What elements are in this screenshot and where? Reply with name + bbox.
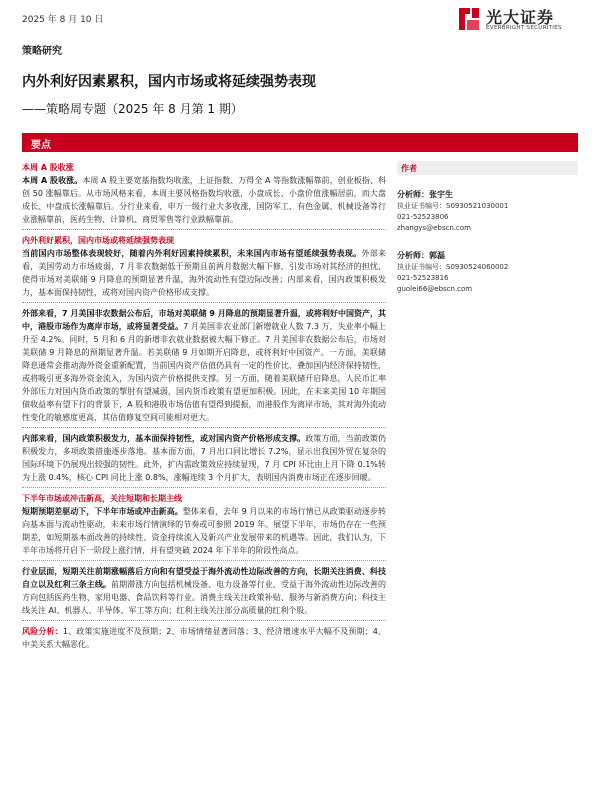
analyst-cert: 执业证书编号：S0930521030001 bbox=[397, 202, 509, 210]
analyst-phone: 021-52523816 bbox=[397, 274, 449, 282]
brand-logo bbox=[456, 4, 586, 38]
macro-text-2: 7 月美国非农业部门新增就业人数 7.3 万，失业率小幅上升至 4.2%。同时，5 月和 6 月的新增非农就业数据被大幅下修正。7 月美国非农数据公布后，市场对美联储 9 月降息的预期显著升温。若美联储 9 月如期开启降息，或将利好中国资产。一方面，美联储降息通常会推动海外资金重新配置，当前国内资产估值仍具有一定的性价比，叠加国内经济保持韧性，或将吸引更多海外资金流入，为国内资产价格提供支撑。另一方面，随着美联储开启降息，人民币汇率外部压力对国内货币政策的掣肘有望减弱，国内货币政策有望更加积极。因此，在未来美国 10 年期国债收益率有望下行的背景下，A 股和港股市场估值有望得到提振，而港股作为离岸市场，其对海外流动性变化的敏感度更高，其估值修复空间可能相对更大。 bbox=[22, 322, 386, 422]
outlook-lead-2: 行业层面，短期关注前期涨幅落后方向和有望受益于海外流动性边际改善的方向，长期关注消费、科技自立以及红利三条主线。 bbox=[22, 567, 386, 589]
logo-name: 光大证券 bbox=[486, 8, 555, 27]
divider bbox=[22, 487, 386, 488]
risk-paragraph bbox=[22, 625, 386, 651]
macro-lead-3: 内部来看，国内政策积极发力，基本面保持韧性，或对国内资产价格形成支撑。 bbox=[22, 434, 306, 443]
author-sidebar bbox=[397, 161, 578, 295]
outlook-text-2: 前期滞涨方向包括机械设备、电力设备等行业，受益于海外流动性边际改善的方向包括医药生物、家用电器、食品饮料等行业。消费主线关注政策补贴、服务与新消费方向；科技主线关注 AI、机器人、半导体、军工等方向；红利主线关注部分高质量的红利个股。 bbox=[22, 580, 386, 615]
author-header-label: 作者 bbox=[401, 164, 417, 173]
divider bbox=[22, 229, 386, 230]
analyst-card bbox=[397, 250, 578, 295]
divider bbox=[22, 302, 386, 303]
outlook-text-1: 整体来看，去年 9 月以来的市场行情已从政策驱动逐步转向基本面与流动性驱动，未来市场行情演绎的节奏或可参照 2019 年。展望下半年，市场仍存在一些预期差，如短期基本面改善的持续性、资金持续流入及新兴产业发展带来的机遇等。因此，我们认为，下半年市场将开启下一阶段上涨行情，并有望突破 2024 年下半年的阶段性高点。 bbox=[22, 507, 386, 555]
macro-text-1: 外部来看，美国劳动力市场疲弱，7 月非农数据低于预期且前两月数据大幅下修，引发市场对其经济的担忧，使得市场对美联储 9 月降息的预期显著升温，海外流动性有望边际改善；内部来看，国内政策积极发力，基本面保持韧性，或将对国内资产价格形成支撑。 bbox=[22, 249, 386, 297]
weekly-section-heading: 本周 A 股收涨 bbox=[22, 163, 74, 172]
macro-lead-1: 当前国内市场整体表现较好，随着内外利好因素持续累积，未来国内市场有望延续强势表现。 bbox=[22, 249, 362, 258]
outlook-section-heading: 下半年市场或冲击新高，关注短期和长期主线 bbox=[22, 494, 182, 503]
weekly-paragraph bbox=[22, 174, 386, 226]
divider bbox=[22, 620, 386, 621]
risk-heading: 风险分析： bbox=[22, 627, 63, 636]
analyst-phone: 021-52523806 bbox=[397, 213, 449, 221]
macro-paragraph-2 bbox=[22, 307, 386, 424]
everbright-logo-icon bbox=[456, 4, 482, 34]
analyst-name: 分析师：张宇生 bbox=[397, 190, 453, 199]
outlook-paragraph-1 bbox=[22, 505, 386, 557]
key-points-label: 要点 bbox=[31, 140, 51, 151]
analyst-name: 分析师：郭磊 bbox=[397, 251, 445, 260]
macro-paragraph-3 bbox=[22, 432, 386, 484]
analyst-email[interactable]: zhangys@ebscn.com bbox=[397, 224, 471, 232]
analyst-card bbox=[397, 189, 578, 234]
main-content bbox=[22, 161, 386, 651]
outlook-lead-1: 短期预期差驱动下，下半年市场或冲击新高。 bbox=[22, 507, 183, 516]
outlook-paragraph-2 bbox=[22, 565, 386, 617]
macro-text-3: 政策方面，当前政策仍积极发力，多项政策措施逐步落地。基本面方面，7 月出口同比增长 7.2%，显示出我国外贸在复杂的国际环境下仍展现出较强的韧性。此外，扩内需政策效应持续显现，7 月 CPI 环比由上月下降 0.1%转为上涨 0.4%，核心 CPI 同比上涨 0.8%，涨幅连续 3 个月扩大，表明国内消费市场正在逐步回暖。 bbox=[22, 434, 387, 482]
report-category: 策略研究 bbox=[22, 46, 62, 57]
analyst-email[interactable]: guolei66@ebscn.com bbox=[397, 285, 473, 293]
logo-english-name: EVERBRIGHT SECURITIES bbox=[486, 25, 562, 31]
weekly-lead: 本周 A 股收涨。 bbox=[22, 176, 83, 185]
key-points-bar bbox=[22, 133, 578, 152]
report-subtitle: ——策略周专题（2025 年 8 月第 1 期） bbox=[22, 102, 243, 116]
report-title: 内外利好因素累积，国内市场或将延续强势表现 bbox=[22, 74, 316, 90]
analyst-cert: 执业证书编号：S0930524060002 bbox=[397, 263, 509, 271]
report-date: 2025 年 8 月 10 日 bbox=[22, 15, 104, 25]
macro-section-heading: 内外利好累积，国内市场或将延续强势表现 bbox=[22, 236, 174, 245]
weekly-text: 本周 A 股主要宽基指数均收涨，上证指数、万得全 A 等指数涨幅靠前，创业板指、科创 50 涨幅靠后。从市场风格来看，本周主要风格指数均收涨，小盘成长、小盘价值涨幅居前，而大盘成长、中盘成长涨幅靠后。分行业来看，申万一级行业大多收涨，国防军工、有色金属、机械设备等行业涨幅靠前，医药生物、计算机、商贸零售等行业跌幅靠前。 bbox=[22, 176, 386, 224]
macro-paragraph-1 bbox=[22, 247, 386, 299]
author-header bbox=[397, 161, 578, 175]
macro-lead-2: 外部来看，7 月美国非农数据公布后，市场对美联储 9 月降息的预期显著升温，或将利好中国资产，其中，港股市场作为离岸市场，或将显著受益。 bbox=[22, 309, 386, 331]
divider bbox=[22, 560, 386, 561]
risk-text: 1、政策实施进度不及预期；2、市场情绪显著回落；3、经济增速水平大幅不及预期；4、中美关系大幅恶化。 bbox=[22, 627, 387, 649]
divider bbox=[22, 427, 386, 428]
